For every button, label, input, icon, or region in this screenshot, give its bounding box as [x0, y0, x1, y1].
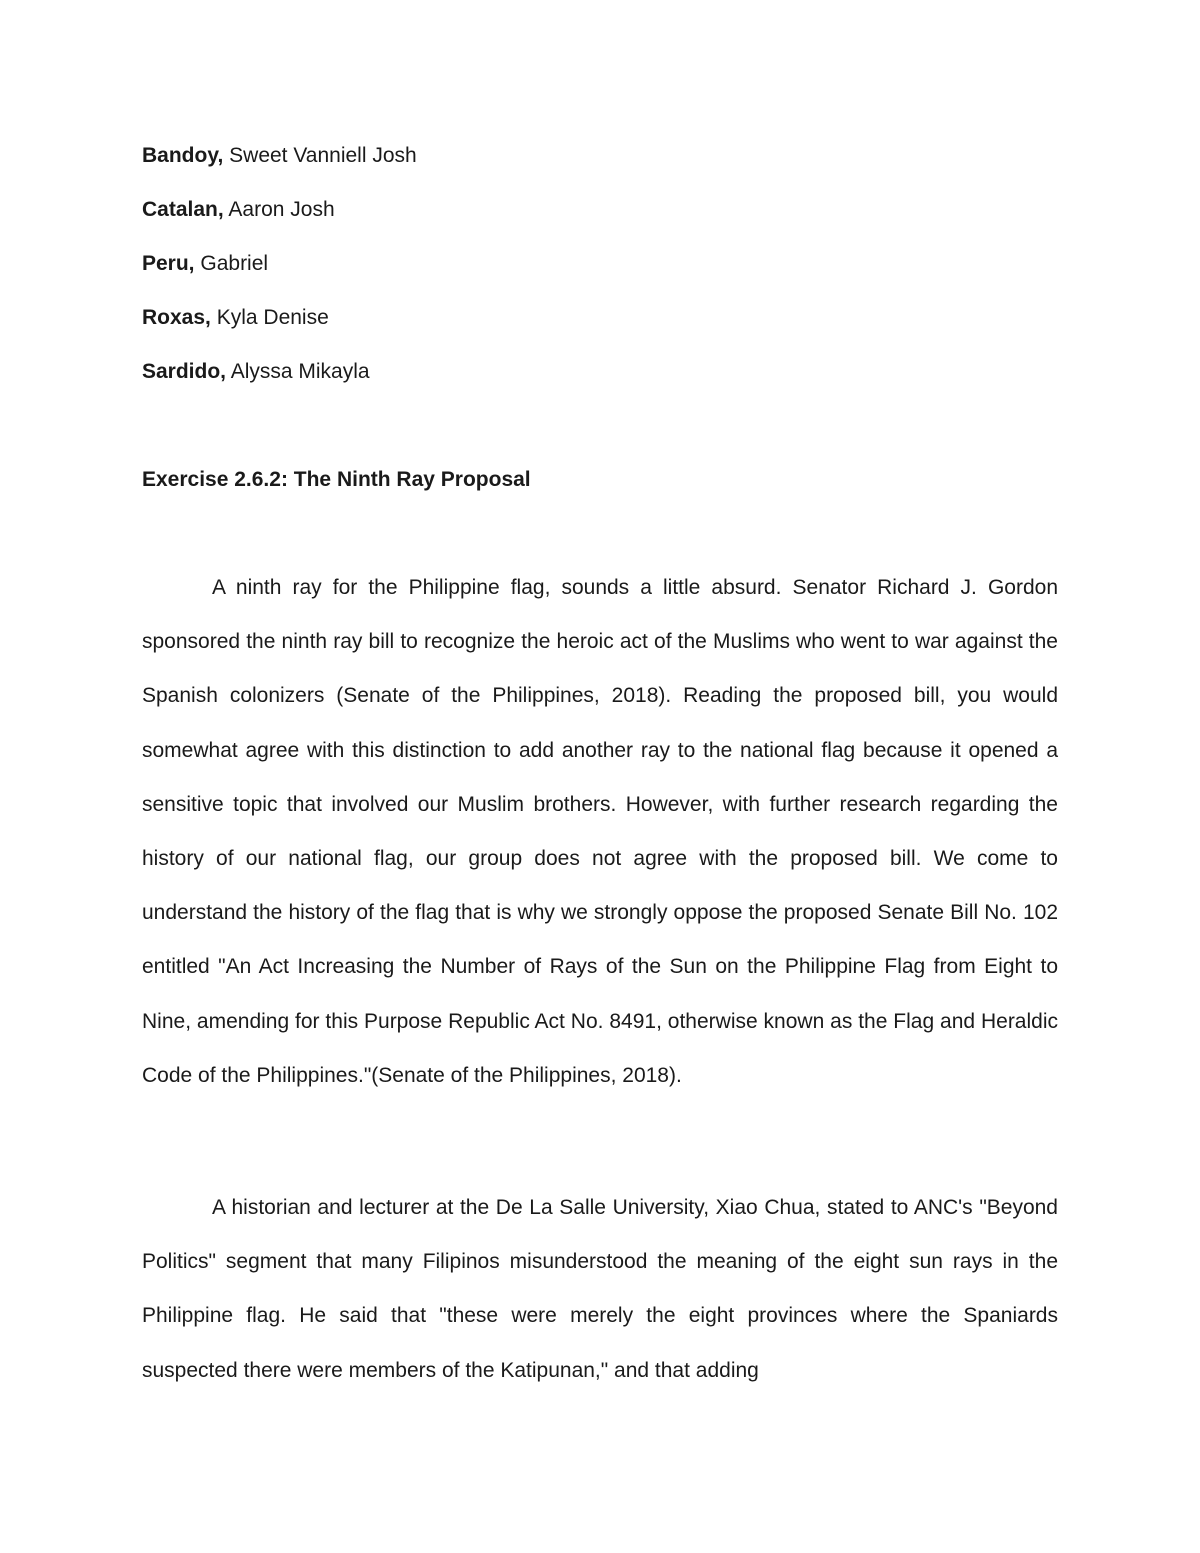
- author-entry: [142, 192, 1058, 246]
- author-entry: [142, 246, 1058, 300]
- author-entry: [142, 300, 1058, 354]
- body-paragraph: A ninth ray for the Philippine flag, sounds a little absurd. Senator Richard J. Gordon sponsored the ninth ray bill to recognize the heroic act of the Muslims who went to war against the Spanish colonizers (Senate of the Philippines, 2018). Reading the proposed bill, you would somewhat agree with this distinction to add another ray to the national flag because it opened a sensitive topic that involved our Muslim brothers. However, with further research regarding the history of our national flag, our group does not agree with the proposed bill. We come to understand the history of the flag that is why we strongly oppose the proposed Senate Bill No. 102 entitled "An Act Increasing the Number of Rays of the Sun on the Philippine Flag from Eight to Nine, amending for this Purpose Republic Act No. 8491, otherwise known as the Flag and Heraldic Code of the Philippines."(Senate of the Philippines, 2018).: [142, 576, 1058, 1087]
- author-given-name: Aaron Josh: [228, 198, 335, 221]
- author-given-name: Alyssa Mikayla: [230, 360, 370, 383]
- author-given-name: Kyla Denise: [216, 306, 329, 329]
- author-surname: Bandoy,: [142, 144, 224, 167]
- author-surname: Roxas,: [142, 306, 211, 329]
- author-entry: [142, 354, 1058, 408]
- author-surname: Sardido,: [142, 360, 227, 383]
- author-surname: Catalan,: [142, 198, 224, 221]
- author-surname: Peru,: [142, 252, 195, 275]
- author-list: [142, 138, 1058, 408]
- author-given-name: Sweet Vanniell Josh: [229, 144, 417, 167]
- body-paragraph: A historian and lecturer at the De La Salle University, Xiao Chua, stated to ANC's "Beyond Politics" segment that many Filipinos misunderstood the meaning of the eight sun rays in the Philippine flag. He said that "these were merely the eight provinces where the Spaniards suspected there were members of the Katipunan," and that adding: [142, 1196, 1058, 1382]
- exercise-title: Exercise 2.6.2: The Ninth Ray Proposal: [142, 468, 531, 491]
- author-entry: [142, 138, 1058, 192]
- author-given-name: Gabriel: [200, 252, 269, 275]
